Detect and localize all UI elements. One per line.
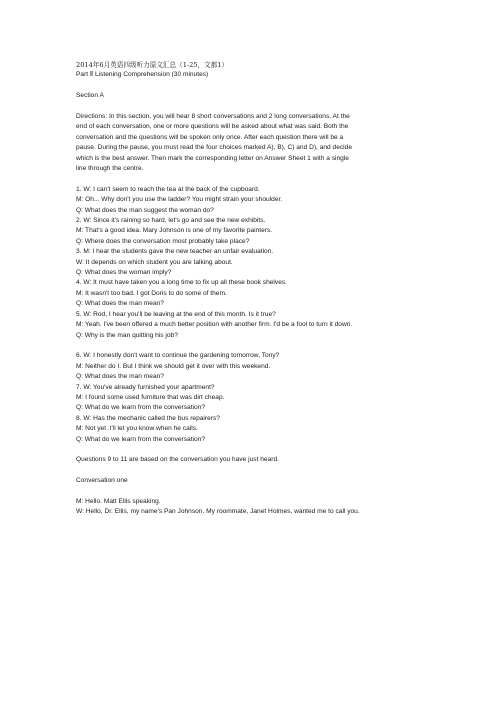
dialogue-line: M: Neither do I. But I think we should get it over with this weekend. xyxy=(76,362,271,370)
dialogue-line: M: That's a good idea. Mary Johnson is one of my favorite painters. xyxy=(76,227,273,235)
directions-line: pause. During the pause, you must read the four choices marked A), B), C) and D), and decide xyxy=(76,144,352,152)
dialogue-line: M: Hello. Matt Ellis speaking. xyxy=(76,497,161,505)
dialogue-line: Q: What do we learn from the conversation? xyxy=(76,404,206,412)
section-heading: Section A xyxy=(76,92,104,100)
dialogue-line: 3. M: I hear the students gave the new teacher an unfair evaluation. xyxy=(76,248,274,256)
document-page xyxy=(76,60,419,518)
dialogue-line: Q: Why is the man quitting his job? xyxy=(76,331,178,339)
dialogue-line: Q: What does the man mean? xyxy=(76,300,164,308)
document-title: 2014年6月英语四级听力原文汇总（1-25，文都1） xyxy=(76,61,229,69)
short-conversations-6-8 xyxy=(76,351,419,445)
dialogue-line: 6. W: I honestly don't want to continue the gardening tomorrow, Tony? xyxy=(76,352,280,360)
dialogue-line: Q: What does the man suggest the woman do? xyxy=(76,206,214,214)
dialogue-line: Q: What does the man mean? xyxy=(76,373,164,381)
dialogue-line: M: Oh... Why don't you use the ladder? You might strain your shoulder. xyxy=(76,196,283,204)
part-heading: Part Ⅱ Listening Comprehension (30 minutes) xyxy=(76,71,209,79)
dialogue-line: M: Not yet .I'll let you know when he calls. xyxy=(76,425,198,433)
directions-line: conversation and the questions will be spoken only once. After each question there will be a xyxy=(76,133,344,141)
dialogue-line: 2. W: Since it's raining so hard, let's go and see the new exhibits. xyxy=(76,217,266,225)
dialogue-line: M: It wasn't too bad. I got Doris to do some of them. xyxy=(76,289,227,297)
dialogue-line: 1. W: I can't seem to reach the tea at the back of the cupboard. xyxy=(76,185,260,193)
dialogue-line: Q: Where does the conversation most probably take place? xyxy=(76,237,250,245)
directions-line: Directions: In this section, you will hear 8 short conversations and 2 long conversations. At the xyxy=(76,113,350,120)
dialogue-line: Q: What do we learn from the conversation? xyxy=(76,435,206,443)
short-conversations-1-5 xyxy=(76,185,419,341)
dialogue-line: M: Yeah. I've been offered a much better position with another firm. I'd be a fool to turn it down. xyxy=(76,321,353,329)
conversation-one xyxy=(76,497,419,518)
dialogue-line: 5. W: Rod, I hear you'll be leaving at the end of this month. Is it true? xyxy=(76,310,276,318)
dialogue-line: 7. W: You've already furnished your apartment? xyxy=(76,383,215,391)
dialogue-line: Q: What does the woman imply? xyxy=(76,269,172,277)
dialogue-line: 4. W: It must have taken you a long time to fix up all these book shelves. xyxy=(76,279,287,287)
dialogue-line: W: It depends on which student you are talking about. xyxy=(76,258,233,266)
dialogue-line: W: Hello, Dr. Ellis, my name's Pan Johnson. My roommate, Janet Holmes, wanted me to call you. xyxy=(76,508,360,516)
conversation-heading: Conversation one xyxy=(76,477,128,485)
directions-line: which is the best answer. Then mark the corresponding letter on Answer Sheet 1 with a single xyxy=(76,154,349,162)
directions-line: line through the centre. xyxy=(76,165,144,173)
directions-line: end of each conversation, one or more questions will be asked about what was said. Both the xyxy=(76,123,349,131)
dialogue-line: 8. W: Has the mechanic called the bus repairers? xyxy=(76,414,220,422)
dialogue-line: M: I found some used furniture that was dirt cheap. xyxy=(76,393,225,401)
directions-paragraph xyxy=(76,112,419,174)
questions-note: Questions 9 to 11 are based on the conversation you have just heard. xyxy=(76,456,279,464)
